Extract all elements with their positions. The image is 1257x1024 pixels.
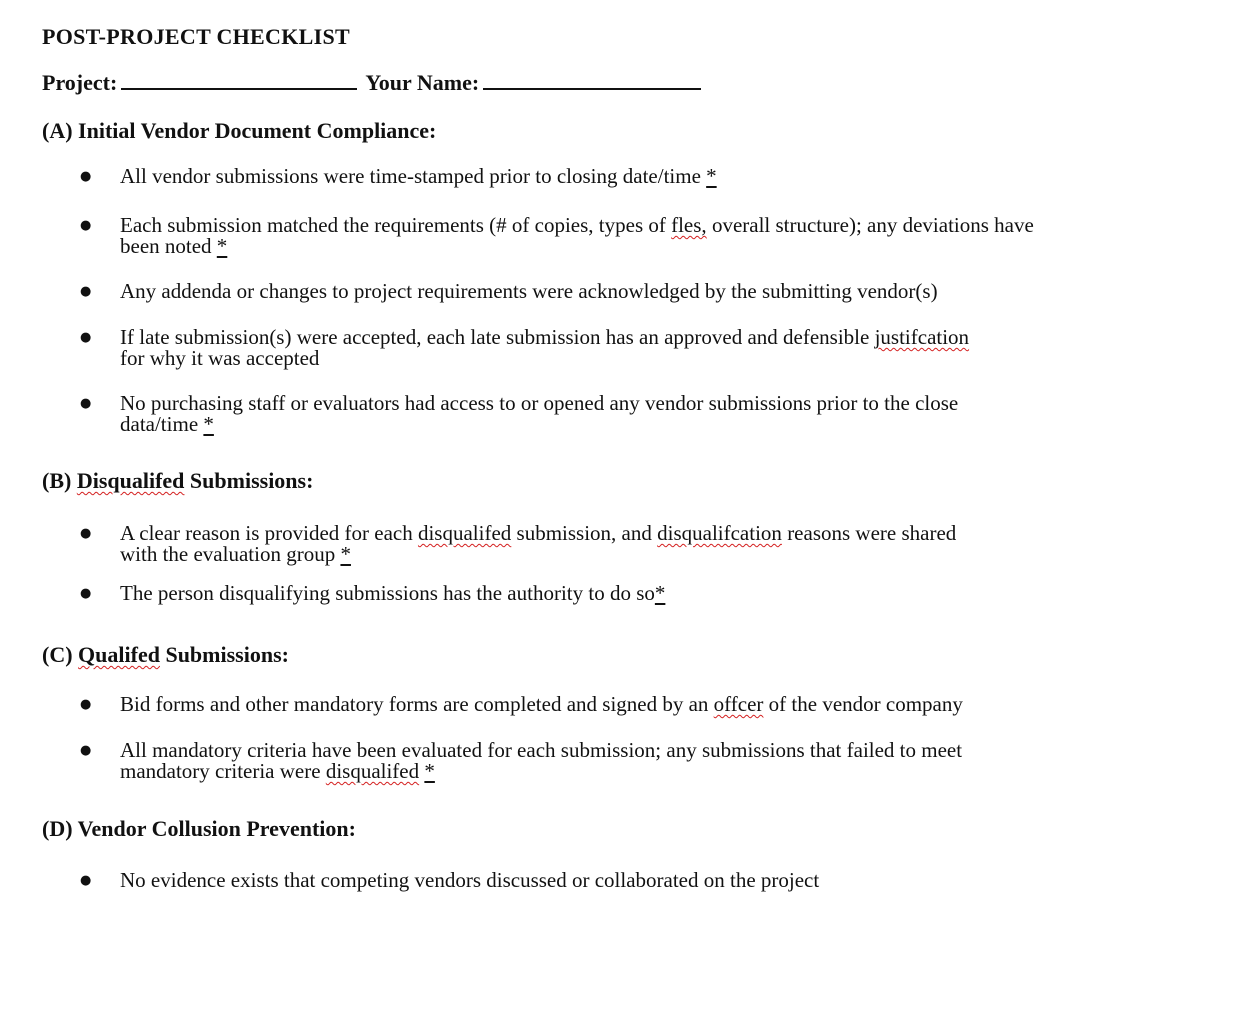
project-blank-line[interactable] — [121, 70, 357, 90]
list-item: The person disqualifying submissions has the authority to do so* — [120, 581, 666, 605]
section-a-heading: (A) Initial Vendor Document Compliance: — [42, 118, 437, 143]
bullet-icon: ● — [80, 396, 92, 411]
bullet-icon: ● — [80, 873, 92, 888]
bullet-icon: ● — [80, 586, 92, 601]
spellcheck-word: fles, — [671, 213, 707, 237]
list-item: No evidence exists that competing vendors discussed or collaborated on the project — [120, 868, 820, 892]
section-d-heading: (D) Vendor Collusion Prevention: — [42, 816, 356, 841]
list-item: All vendor submissions were time-stamped prior to closing date/time * — [120, 164, 717, 188]
list-item: A clear reason is provided for each disqualifed submission, and disqualifcation reasons were shared with the evaluation group * — [120, 521, 957, 566]
spellcheck-word: offcer — [713, 692, 764, 716]
bullet-icon: ● — [80, 526, 92, 541]
bullet-icon: ● — [80, 169, 92, 184]
spellcheck-word: disqualifed — [417, 521, 512, 545]
section-b-heading: (B) Disqualifed Submissions: — [42, 468, 314, 493]
spellcheck-word: justifcation — [874, 325, 970, 349]
your-name-label: Your Name: — [365, 70, 480, 95]
list-item: Any addenda or changes to project requirements were acknowledged by the submitting vendor(s) — [120, 279, 938, 303]
bullet-icon: ● — [80, 284, 92, 299]
list-item: All mandatory criteria have been evaluated for each submission; any submissions that failed to meet mandatory criteria were disqualifed * — [120, 738, 963, 783]
bullet-icon: ● — [80, 218, 92, 233]
list-item: Each submission matched the requirements (# of copies, types of fles, overall structure); any deviations have been noted * — [120, 213, 1034, 258]
spellcheck-word: disqualifcation — [657, 521, 782, 545]
bullet-icon: ● — [80, 697, 92, 712]
header-fields — [42, 70, 701, 96]
document-title: POST-PROJECT CHECKLIST — [42, 24, 350, 49]
bullet-icon: ● — [80, 743, 92, 758]
project-label: Project: — [42, 70, 118, 95]
list-item: If late submission(s) were accepted, each late submission has an approved and defensible justifcation for why it was accepted — [120, 325, 970, 370]
list-item: No purchasing staff or evaluators had access to or opened any vendor submissions prior to the close data/time * — [120, 391, 959, 436]
list-item: Bid forms and other mandatory forms are completed and signed by an offcer of the vendor company — [120, 692, 963, 716]
your-name-blank-line[interactable] — [483, 70, 701, 90]
bullet-icon: ● — [80, 330, 92, 345]
spellcheck-word: Qualifed — [78, 642, 160, 667]
section-c-heading: (C) Qualifed Submissions: — [42, 642, 289, 667]
spellcheck-word: disqualifed — [325, 759, 420, 783]
spellcheck-word: Disqualifed — [76, 468, 185, 493]
